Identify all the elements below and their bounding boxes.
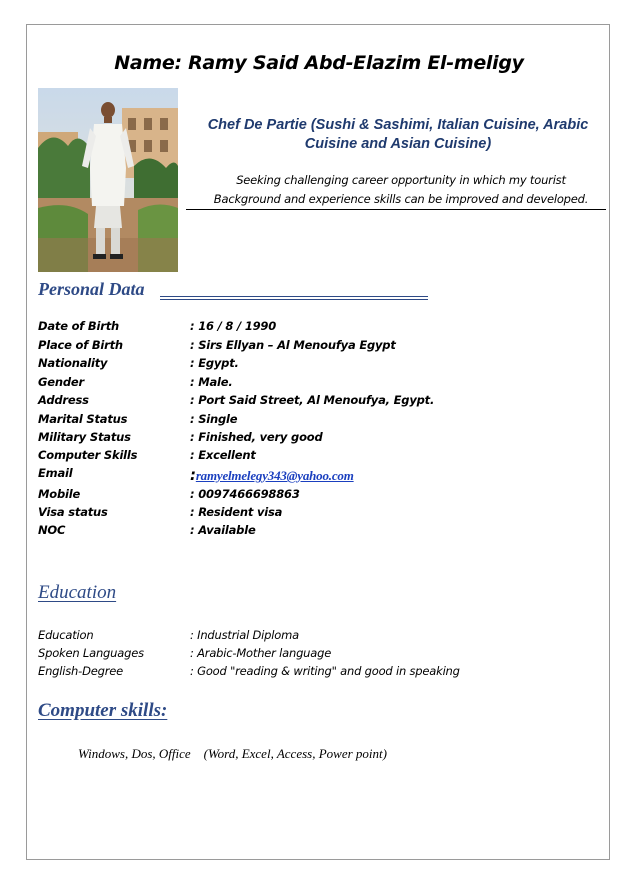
row-value: : Port Said Street, Al Menoufya, Egypt. — [190, 393, 435, 407]
row-value: : Male. — [190, 375, 233, 389]
row-label: English-Degree — [38, 664, 123, 678]
row-label: NOC — [38, 523, 66, 537]
job-headline: Chef De Partie (Sushi & Sashimi, Italian Cuisine, Arabic Cuisine and Asian Cuisine) — [207, 117, 589, 152]
row-label: Visa status — [38, 505, 108, 519]
row-label: Nationality — [38, 356, 108, 370]
row-value: : Industrial Diploma — [190, 628, 299, 642]
row-label: Spoken Languages — [38, 646, 144, 660]
objective-line: Background and experience skills can be improved and developed. — [213, 192, 589, 206]
row-value: : Resident visa — [190, 505, 283, 519]
divider — [160, 299, 428, 300]
email-colon: : — [190, 466, 196, 484]
row-label: Education — [38, 628, 94, 642]
row-value: : Excellent — [190, 448, 256, 462]
row-value: : Sirs Ellyan – Al Menoufya Egypt — [190, 338, 396, 352]
row-label: Gender — [38, 375, 84, 389]
row-value: : Single — [190, 412, 238, 426]
row-label: Date of Birth — [38, 319, 119, 333]
row-label: Address — [38, 393, 89, 407]
divider — [186, 209, 606, 210]
portrait-photo — [38, 88, 178, 272]
row-value: : 0097466698863 — [190, 487, 300, 501]
row-value: : Available — [190, 523, 256, 537]
section-title-personal-data: Personal Data — [38, 279, 145, 299]
row-label: Military Status — [38, 430, 131, 444]
objective-line: Seeking challenging career opportunity in which my tourist — [236, 173, 566, 187]
row-label: Mobile — [38, 487, 81, 501]
row-value: : Arabic-Mother language — [190, 646, 332, 660]
row-label: Computer Skills — [38, 448, 138, 462]
row-value: : 16 / 8 / 1990 — [190, 319, 277, 333]
section-title-computer-skills: Computer skills: — [38, 700, 168, 721]
row-value: : Good "reading & writing" and good in speaking — [190, 664, 460, 678]
row-label: Marital Status — [38, 412, 128, 426]
computer-skills-list: Windows, Dos, Office (Word, Excel, Access, Power point) — [78, 746, 387, 761]
divider — [160, 296, 428, 297]
section-title-education: Education — [38, 582, 117, 603]
row-value — [190, 466, 354, 484]
career-objective — [196, 171, 606, 209]
row-value: : Egypt. — [190, 356, 239, 370]
row-value: : Finished, very good — [190, 430, 323, 444]
row-label: Email — [38, 466, 73, 480]
row-label: Place of Birth — [38, 338, 123, 352]
email-link[interactable]: ramyelmelegy343@yahoo.com — [195, 468, 354, 483]
resume-name-title: Name: Ramy Said Abd-Elazim El-meligy — [114, 52, 524, 74]
